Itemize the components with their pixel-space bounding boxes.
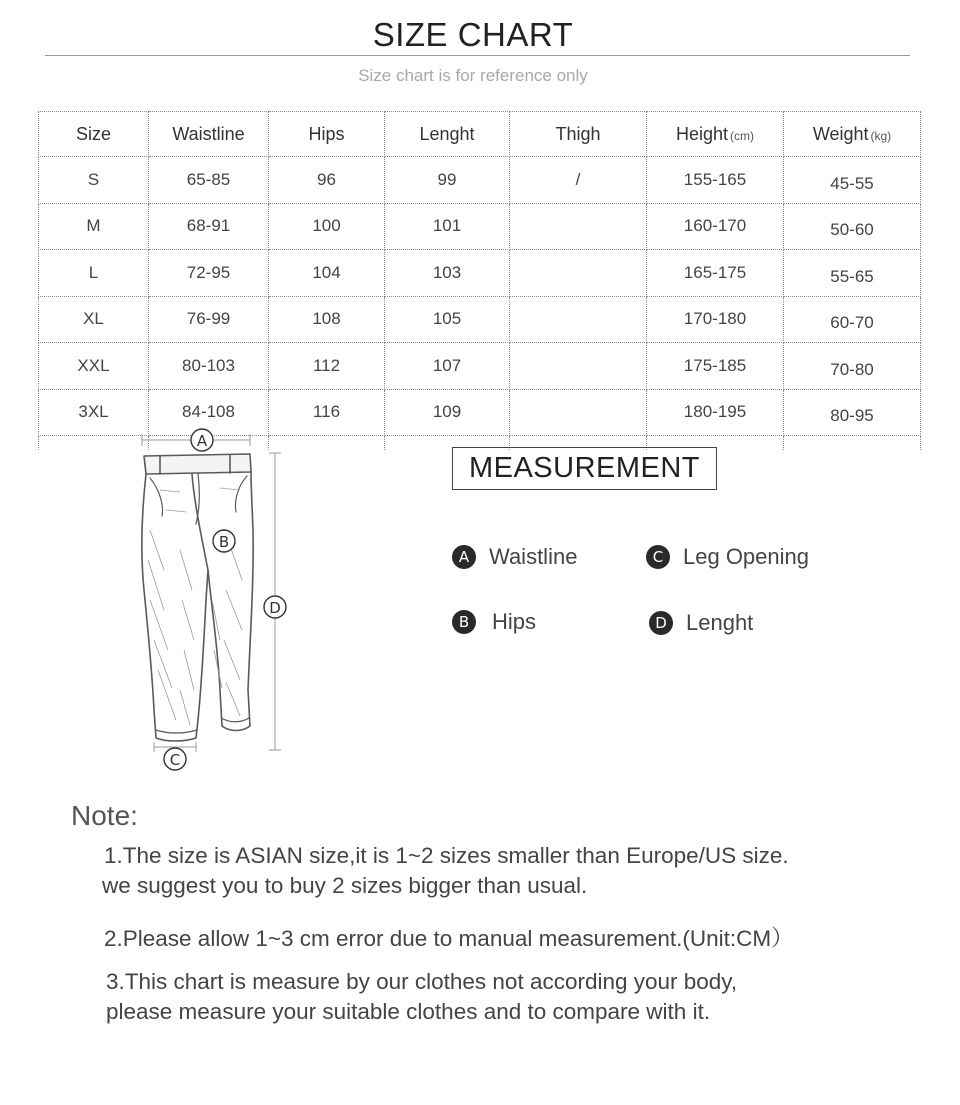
table-row [39,296,921,343]
column-header-height: Height (cm) [647,112,784,157]
column-header-waistline: Waistline [149,112,269,157]
marker-c [164,748,186,770]
cell-waistline: 76-99 [149,296,269,343]
cell-size: 3XL [39,389,149,436]
column-header-size: Size [39,112,149,157]
page-subtitle: Size chart is for reference only [358,66,588,85]
cell-hips: 104 [269,250,385,297]
cell-thigh [510,343,647,390]
legend-item-waistline [452,542,577,572]
column-header-hips: Hips [269,112,385,157]
table-header-row [39,112,921,157]
cell-height: 170-180 [647,296,784,343]
cell-height: 165-175 [647,250,784,297]
table-row [39,343,921,390]
legend-item-length [649,608,753,638]
marker-b [213,530,235,552]
cell-hips: 116 [269,389,385,436]
legend-label: Lenght [686,610,754,635]
cell-waistline: 68-91 [149,203,269,250]
cell-length: 105 [385,296,510,343]
cell-height: 155-165 [647,157,784,204]
column-unit-weight: (kg) [870,128,892,143]
cell-thigh [510,203,647,250]
cell-hips: 96 [269,157,385,204]
cell-size: M [39,203,149,250]
cell-thigh [510,296,647,343]
cell-length: 99 [385,157,510,204]
pants-shading [148,488,242,725]
cell-size: XXL [39,343,149,390]
note-line: please measure your suitable clothes and to compare with it. [106,999,711,1024]
legend-badge: A [452,545,476,569]
cell-weight: 50-60 [784,203,921,250]
note-line: 1.The size is ASIAN size,it is 1~2 sizes smaller than Europe/US size. [104,843,789,868]
legend-label: Waistline [489,544,578,569]
cell-waistline: 65-85 [149,157,269,204]
legend-label: Leg Opening [683,544,809,569]
cell-waistline: 72-95 [149,250,269,297]
cell-hips: 108 [269,296,385,343]
table-row [39,250,921,297]
column-header-thigh: Thigh [510,112,647,157]
cell-thigh: / [510,157,647,204]
legend-label: Hips [492,609,537,634]
cell-size: XL [39,296,149,343]
cell-length: 107 [385,343,510,390]
cell-height: 180-195 [647,389,784,436]
note-line: 2.Please allow 1~3 cm error due to manual measurement.(Unit:CM） [104,926,794,951]
page-title: SIZE CHART [372,16,574,53]
table-row [39,157,921,204]
cell-height: 160-170 [647,203,784,250]
column-unit-height: (cm) [730,128,755,143]
svg-text:C: C [169,751,181,769]
legend-item-hips [452,607,536,637]
column-header-length: Lenght [385,112,510,157]
cell-waistline: 80-103 [149,343,269,390]
cell-hips: 100 [269,203,385,250]
cell-length: 109 [385,389,510,436]
legend-badge: D [649,611,673,635]
svg-text:A: A [196,432,208,450]
table-row [39,203,921,250]
cell-weight: 60-70 [784,296,921,343]
measurement-heading: MEASUREMENT [452,447,717,490]
cell-size: S [39,157,149,204]
cell-hips: 112 [269,343,385,390]
svg-text:D: D [269,599,281,617]
marker-d [264,596,286,618]
cell-weight: 80-95 [784,389,921,436]
cell-thigh [510,389,647,436]
cell-thigh [510,250,647,297]
legend-item-leg-opening [646,542,809,572]
title-divider [45,55,910,56]
cell-waistline: 84-108 [149,389,269,436]
legend-badge: B [452,610,476,634]
cell-weight: 45-55 [784,157,921,204]
pants-diagram [120,420,320,780]
column-header-weight: Weight (kg) [784,112,921,157]
note-title: Note: [71,800,138,831]
marker-a [191,429,213,451]
cell-weight: 55-65 [784,250,921,297]
size-table [38,111,920,426]
cell-size: L [39,250,149,297]
note-line: we suggest you to buy 2 sizes bigger than usual. [102,873,588,898]
pants-sketch [142,454,253,741]
svg-text:B: B [218,533,230,551]
note-line: 3.This chart is measure by our clothes not according your body, [106,969,738,994]
cell-length: 103 [385,250,510,297]
legend-badge: C [646,545,670,569]
cell-length: 101 [385,203,510,250]
cell-weight: 70-80 [784,343,921,390]
cell-height: 175-185 [647,343,784,390]
